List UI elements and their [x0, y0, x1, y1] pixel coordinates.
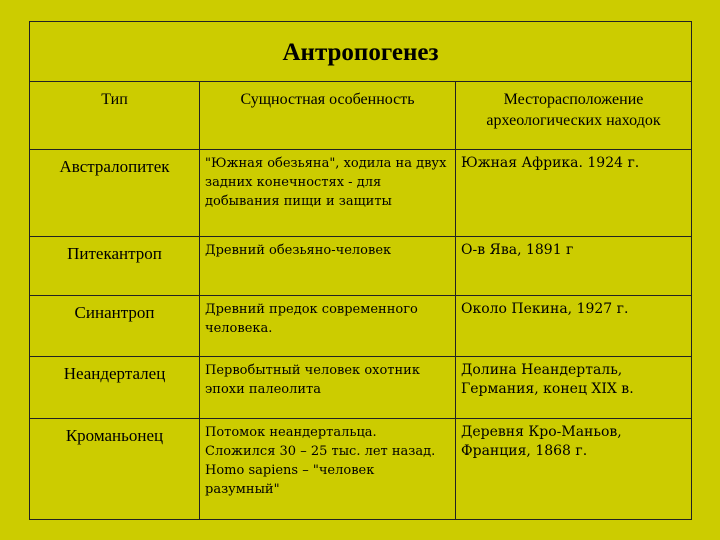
header-type: Тип: [30, 82, 200, 150]
location-cell: Южная Африка. 1924 г.: [456, 150, 692, 237]
header-row: [30, 82, 692, 150]
feature-cell: Древний обезьяно-человек: [200, 237, 456, 296]
table-row: [30, 296, 692, 357]
table-row: [30, 237, 692, 296]
feature-cell: "Южная обезьяна", ходила на двух задних конечностях - для добывания пищи и защиты: [200, 150, 456, 237]
table-row: [30, 150, 692, 237]
table-title: Антропогенез: [30, 22, 692, 82]
title-row: [30, 22, 692, 82]
location-cell: Долина Неандерталь, Германия, конец XIX в.: [456, 357, 692, 419]
table-row: [30, 357, 692, 419]
location-cell: О-в Ява, 1891 г: [456, 237, 692, 296]
table-row: [30, 419, 692, 520]
feature-cell: Первобытный человек охотник эпохи палеолита: [200, 357, 456, 419]
feature-cell: Древний предок современного человека.: [200, 296, 456, 357]
anthropogenesis-table: [29, 21, 692, 520]
feature-cell: Потомок неандертальца. Сложился 30 – 25 тыс. лет назад. Homo sapiens – "человек разумный": [200, 419, 456, 520]
location-cell: Деревня Кро-Маньов, Франция, 1868 г.: [456, 419, 692, 520]
header-feature: Сущностная особенность: [200, 82, 456, 150]
type-cell: Австралопитек: [30, 150, 200, 237]
type-cell: Неандерталец: [30, 357, 200, 419]
type-cell: Синантроп: [30, 296, 200, 357]
header-location: Месторасположение археологических находок: [456, 82, 692, 150]
type-cell: Питекантроп: [30, 237, 200, 296]
type-cell: Кроманьонец: [30, 419, 200, 520]
location-cell: Около Пекина, 1927 г.: [456, 296, 692, 357]
